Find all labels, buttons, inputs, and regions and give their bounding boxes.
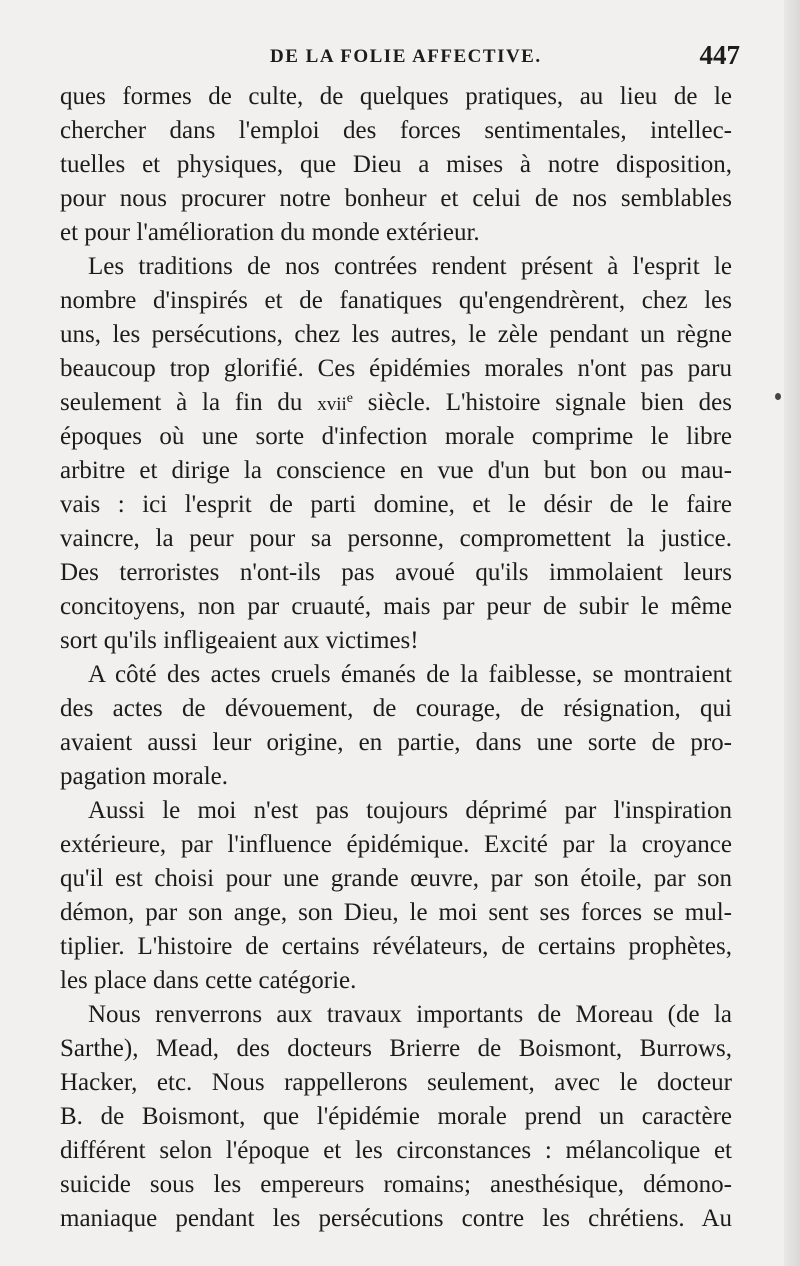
- text-line: arbitre et dirige la conscience en vue d'un but bon ou mau-: [60, 457, 732, 484]
- text-line: différent selon l'époque et les circonstances : mélancolique et: [60, 1137, 732, 1164]
- page-header: [60, 40, 740, 80]
- text-line: nombre d'inspirés et de fanatiques qu'engendrèrent, chez les: [60, 287, 732, 314]
- text-line: maniaque pendant les persécutions contre les chrétiens. Au: [60, 1205, 732, 1232]
- text-line: uns, les persécutions, chez les autres, le zèle pendant un règne: [60, 321, 732, 348]
- text-line: vaincre, la peur pour sa personne, compromettent la justice.: [60, 525, 732, 552]
- text-line: ques formes de culte, de quelques pratiques, au lieu de le: [60, 83, 732, 110]
- body-text: [60, 80, 732, 1236]
- page-number: 447: [699, 40, 740, 70]
- paragraph-start-line: A côté des actes cruels émanés de la faiblesse, se montraient: [88, 661, 732, 688]
- century-suffix: e: [346, 391, 353, 406]
- text-line: avaient aussi leur origine, en partie, dans une sorte de pro-: [60, 729, 732, 756]
- text-line: vais : ici l'esprit de parti domine, et le désir de le faire: [60, 491, 732, 518]
- text-line: suicide sous les empereurs romains; anesthésique, démono-: [60, 1171, 732, 1198]
- paragraph-start-line: Les traditions de nos contrées rendent présent à l'esprit le: [88, 253, 732, 280]
- text-line: pagation morale.: [60, 763, 228, 790]
- text-line: pour nous procurer notre bonheur et celui de nos semblables: [60, 185, 732, 212]
- paragraph-start-line: Aussi le moi n'est pas toujours déprimé par l'inspiration: [88, 797, 732, 824]
- text-line: B. de Boismont, que l'épidémie morale prend un caractère: [60, 1103, 732, 1130]
- text-line: chercher dans l'emploi des forces sentimentales, intellec-: [60, 117, 732, 144]
- century-numeral: xvii: [317, 394, 347, 415]
- text-line: tiplier. L'histoire de certains révélateurs, de certains prophètes,: [60, 933, 732, 960]
- text-line: démon, par son ange, son Dieu, le moi sent ses forces se mul-: [60, 899, 732, 926]
- text-line: des actes de dévouement, de courage, de résignation, qui: [60, 695, 732, 722]
- text-line: qu'il est choisi pour une grande œuvre, par son étoile, par son: [60, 865, 732, 892]
- text-line: Sarthe), Mead, des docteurs Brierre de Boismont, Burrows,: [60, 1035, 732, 1062]
- text-line: extérieure, par l'influence épidémique. Excité par la croyance: [60, 831, 732, 858]
- running-title: DE LA FOLIE AFFECTIVE.: [270, 46, 542, 67]
- page-edge-shadow: [784, 0, 800, 1266]
- text-line: Des terroristes n'ont-ils pas avoué qu'ils immolaient leurs: [60, 559, 732, 586]
- text-line: sort qu'ils infligeaient aux victimes!: [60, 627, 419, 654]
- text-line: les place dans cette catégorie.: [60, 967, 357, 994]
- ink-mark: [775, 393, 781, 400]
- century-line-end: siècle. L'histoire signale bien des: [352, 389, 732, 416]
- text-line: beaucoup trop glorifié. Ces épidémies morales n'ont pas paru: [60, 355, 732, 382]
- text-line: concitoyens, non par cruauté, mais par peur de subir le même: [60, 593, 732, 620]
- text-line: tuelles et physiques, que Dieu a mises à notre disposition,: [60, 151, 732, 178]
- text-line: époques où une sorte d'infection morale comprime le libre: [60, 423, 732, 450]
- century-line-start: seulement à la fin du: [60, 389, 318, 416]
- paragraph-start-line: Nous renverrons aux travaux importants de Moreau (de la: [88, 1001, 732, 1028]
- text-line: et pour l'amélioration du monde extérieur.: [60, 219, 480, 246]
- text-line: Hacker, etc. Nous rappellerons seulement, avec le docteur: [60, 1069, 732, 1096]
- text-line-century: [60, 386, 732, 420]
